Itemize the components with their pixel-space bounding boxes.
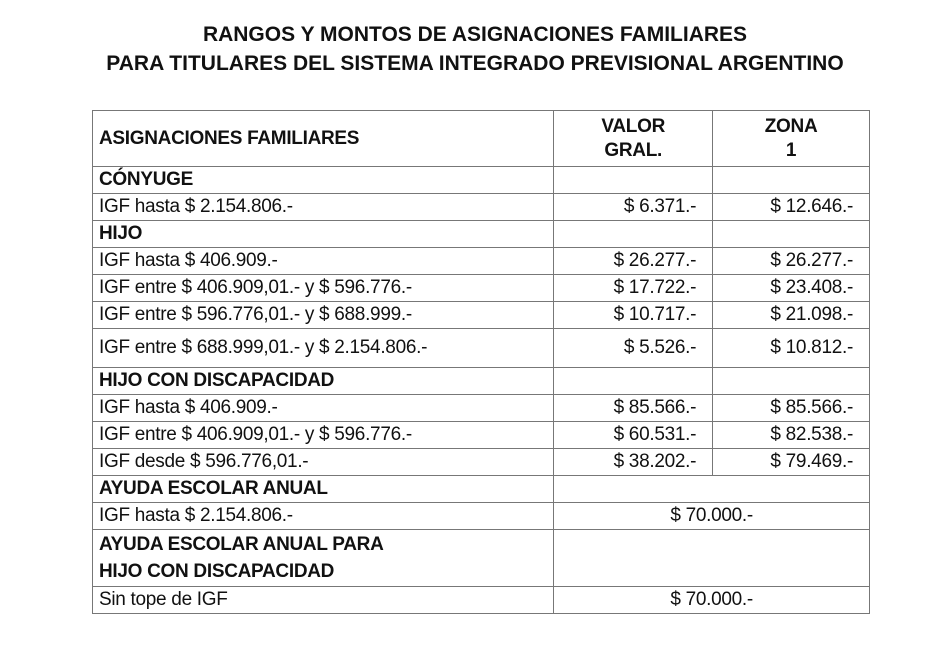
empty-cell [554, 221, 713, 248]
table-row [93, 422, 870, 449]
section-label: CÓNYUGE [93, 167, 554, 194]
empty-cell [554, 167, 713, 194]
header-zona-1: ZONA 1 [713, 111, 870, 167]
zona-1-value: $ 82.538.- [713, 422, 870, 449]
header-asignaciones [93, 111, 554, 167]
zona-1-value: $ 79.469.- [713, 449, 870, 476]
table-row [93, 275, 870, 302]
section-label: HIJO CON DISCAPACIDAD [93, 368, 554, 395]
section-label: HIJO [93, 221, 554, 248]
valor-general-value: $ 10.717.- [554, 302, 713, 329]
empty-cell [554, 368, 713, 395]
document-title-line-1: RANGOS Y MONTOS DE ASIGNACIONES FAMILIARES [202, 23, 748, 46]
empty-cell [713, 368, 870, 395]
valor-general-value: $ 85.566.- [554, 395, 713, 422]
range-label: IGF desde $ 596.776,01.- [93, 449, 554, 476]
section-row [93, 530, 870, 587]
table-row [93, 194, 870, 221]
empty-cell [554, 530, 870, 587]
valor-general-value: $ 60.531.- [554, 422, 713, 449]
document-title-line-2: PARA TITULARES DEL SISTEMA INTEGRADO PREVISIONAL ARGENTINO [106, 52, 844, 75]
valor-general-value: $ 38.202.- [554, 449, 713, 476]
range-label: IGF entre $ 596.776,01.- y $ 688.999.- [93, 302, 554, 329]
zona-1-value: $ 10.812.- [713, 329, 870, 368]
section-label: AYUDA ESCOLAR ANUAL [93, 476, 554, 503]
table-row [93, 302, 870, 329]
zona-1-value: $ 85.566.- [713, 395, 870, 422]
range-label: IGF hasta $ 406.909.- [93, 248, 554, 275]
merged-value: $ 70.000.- [554, 587, 870, 614]
range-label: IGF hasta $ 406.909.- [93, 395, 554, 422]
valor-general-value: $ 5.526.- [554, 329, 713, 368]
section-row [93, 167, 870, 194]
section-row [93, 476, 870, 503]
range-label: Sin tope de IGF [93, 587, 554, 614]
range-label: IGF hasta $ 2.154.806.- [93, 194, 554, 221]
range-label: IGF entre $ 406.909,01.- y $ 596.776.- [93, 422, 554, 449]
range-label: IGF entre $ 688.999,01.- y $ 2.154.806.- [93, 329, 554, 368]
zona-1-value: $ 21.098.- [713, 302, 870, 329]
table-row [93, 503, 870, 530]
empty-cell [713, 167, 870, 194]
section-row [93, 368, 870, 395]
table-row [93, 449, 870, 476]
empty-cell [713, 221, 870, 248]
merged-value: $ 70.000.- [554, 503, 870, 530]
table-row [93, 248, 870, 275]
table-row [93, 587, 870, 614]
empty-cell [554, 476, 870, 503]
zona-1-value: $ 12.646.- [713, 194, 870, 221]
valor-general-value: $ 26.277.- [554, 248, 713, 275]
table-row [93, 329, 870, 368]
valor-general-value: $ 6.371.- [554, 194, 713, 221]
range-label: IGF entre $ 406.909,01.- y $ 596.776.- [93, 275, 554, 302]
asignaciones-table [92, 110, 870, 614]
valor-general-value: $ 17.722.- [554, 275, 713, 302]
table-body [93, 111, 870, 614]
header-label: ASIGNACIONES FAMILIARES [99, 127, 360, 149]
section-row [93, 221, 870, 248]
range-label: IGF hasta $ 2.154.806.- [93, 503, 554, 530]
zona-1-value: $ 26.277.- [713, 248, 870, 275]
section-label: AYUDA ESCOLAR ANUAL PARA HIJO CON DISCAPACIDAD [93, 530, 554, 587]
table-header-row [93, 111, 870, 167]
header-valor-general: VALOR GRAL. [554, 111, 713, 167]
table-row [93, 395, 870, 422]
zona-1-value: $ 23.408.- [713, 275, 870, 302]
